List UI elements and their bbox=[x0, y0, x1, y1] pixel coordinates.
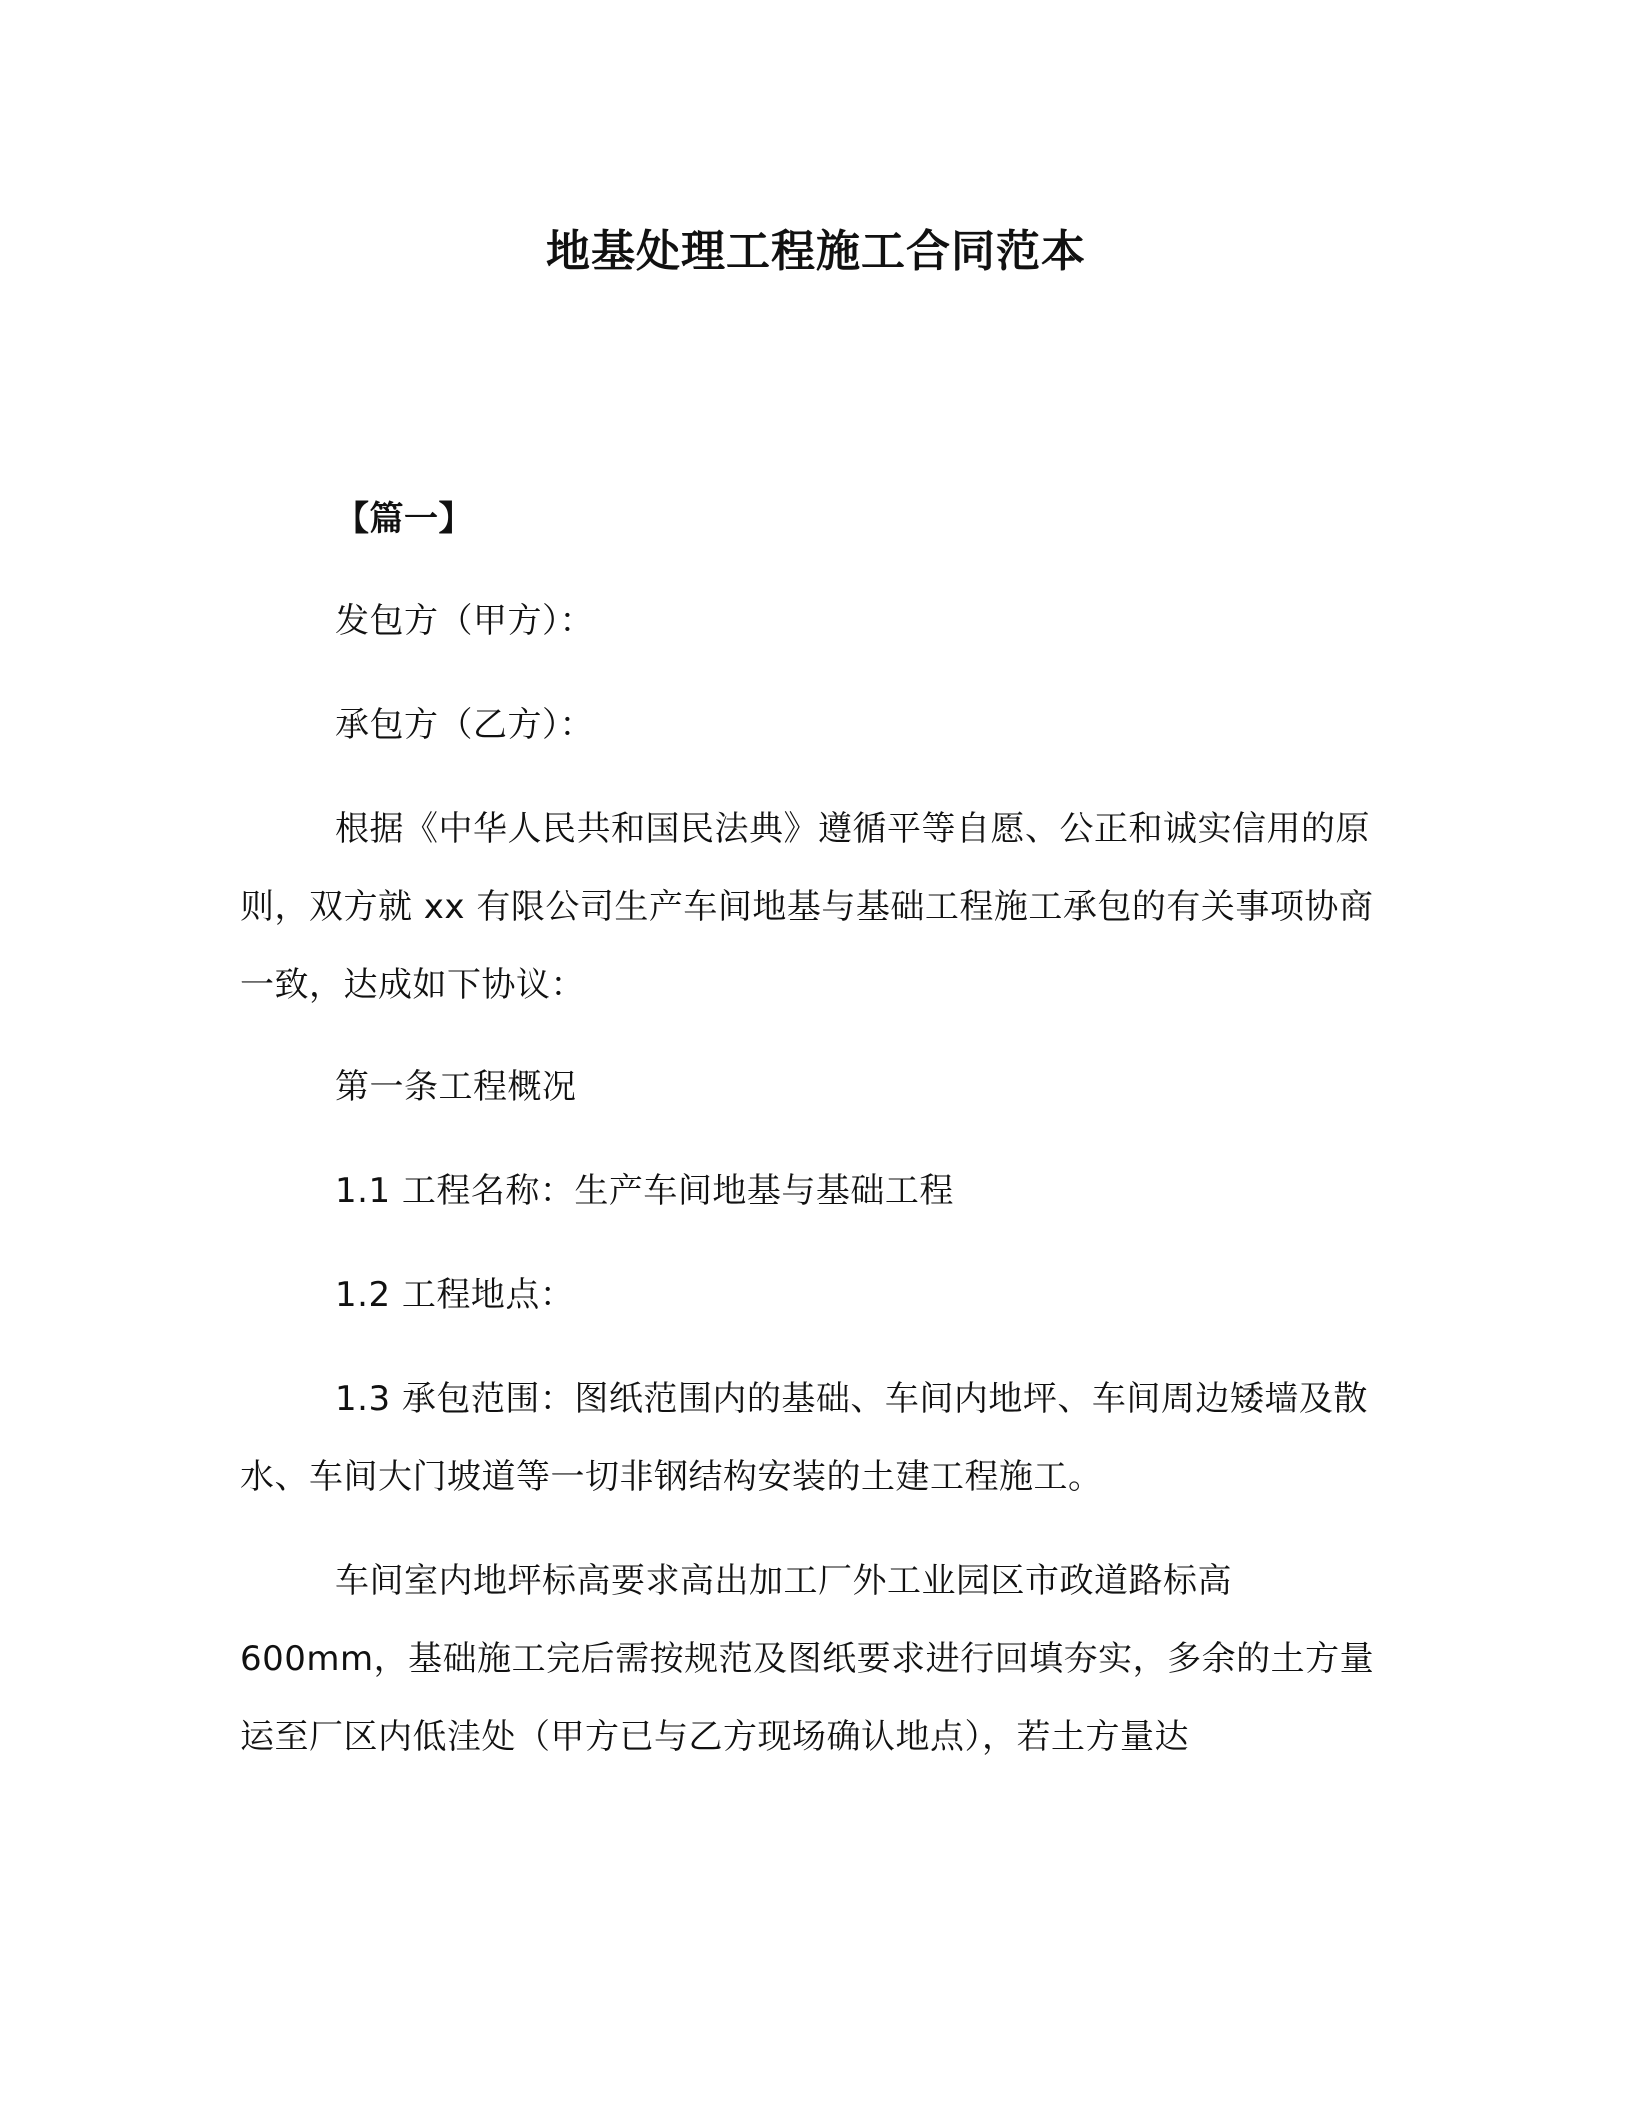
party-a-line: 发包方（甲方）： bbox=[335, 601, 594, 641]
intro-paragraph: 根据《中华人民共和国民法典》遵循平等自愿、公正和诚实信用的原则，双方就 xx 有限公司生产车间地基与基础工程施工承包的有关事项协商一致，达成如下协议： bbox=[240, 809, 1374, 1005]
section-label: 【篇一】 bbox=[335, 499, 473, 539]
article-1-heading: 第一条工程概况 bbox=[335, 1067, 577, 1107]
item-1-3: 1.3 承包范围：图纸范围内的基础、车间内地坪、车间周边矮墙及散水、车间大门坡道等一切非钢结构安装的土建工程施工。 bbox=[240, 1379, 1368, 1497]
document-title: 地基处理工程施工合同范本 bbox=[546, 226, 1086, 277]
item-1-2: 1.2 工程地点： bbox=[335, 1275, 575, 1315]
requirement-paragraph: 车间室内地坪标高要求高出加工厂外工业园区市政道路标高600mm，基础施工完后需按规范及图纸要求进行回填夯实，多余的土方量运至厂区内低洼处（甲方已与乙方现场确认地点），若土方量达 bbox=[240, 1561, 1375, 1757]
item-1-1: 1.1 工程名称：生产车间地基与基础工程 bbox=[335, 1171, 954, 1211]
party-b-line: 承包方（乙方）： bbox=[335, 705, 594, 745]
